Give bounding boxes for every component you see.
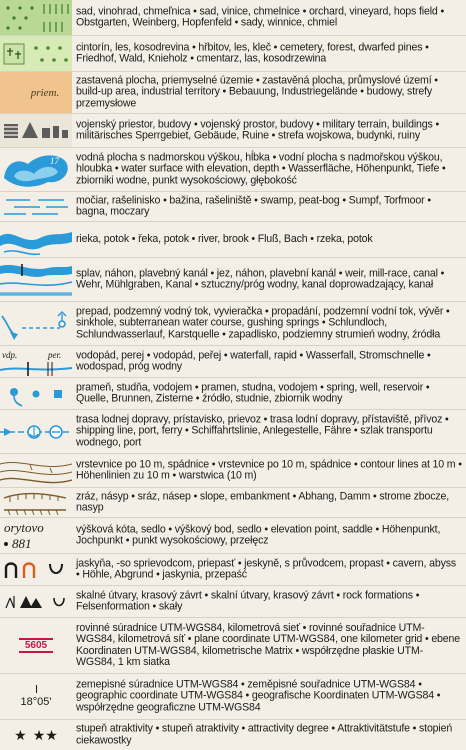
legend-row-swamp: [0, 192, 466, 222]
legend-text: zastavená plocha, priemyselné územie • zastavěná plocha, průmyslové území • build-up area, industrial territory • Bebauung, Industriegelände • budowy, strefy przemysłowe: [76, 74, 438, 110]
star-rating-icon: [0, 720, 72, 750]
legend-text: skalné útvary, krasový závrt • skalní útvary, krasový závrt • rock formations • Felsenformation • skały: [76, 588, 420, 613]
spring-well-icon: [0, 378, 72, 409]
contour-icon: [0, 454, 72, 487]
shipping-icon: [0, 410, 72, 453]
elevation-dot-icon: [4, 542, 8, 546]
embankment-icon: [0, 488, 72, 517]
star-icon: ★: [14, 726, 27, 743]
legend-row-embankment: [0, 488, 466, 518]
legend-text: sad, vinohrad, chmeľnica • sad, vinice, chmelnice • orchard, vineyard, hops field • Obstgarten, Weinberg, Hopfenfeld • sady, winnice, chmiel: [76, 4, 445, 29]
place-name: orytovo: [4, 519, 44, 535]
legend-text: zráz, násyp • sráz, násep • slope, embankment • Abhang, Damm • strome zbocze, nasyp: [76, 489, 450, 514]
legend-row-river: [0, 222, 466, 258]
elevation-point-icon: [0, 518, 72, 553]
legend-text: vojenský priestor, budovy • vojenský prostor, budovy • military terrain, buildings • militärisches Sperrgebiet, Gebäude, Ruine • strefa wojskowa, budynki, ruiny: [76, 117, 440, 142]
legend-row-canal: [0, 258, 466, 302]
legend-row-cemetery-forest: [0, 36, 466, 72]
lake-icon: [0, 148, 72, 191]
legend-text: vrstevnice po 10 m, spádnice • vrstevnice po 10 m, spádnice • contour lines at 10 m • Höhenlinien zu 10 m • warstwica (10 m): [76, 457, 462, 482]
legend-row-shipping: [0, 410, 466, 454]
military-buildings-icon: [0, 114, 72, 147]
legend-text: stupeň atraktivity • stupeň atraktivity • attractivity degree • Attraktivitätstufe • stopień ciekawostky: [76, 722, 453, 746]
legend-row-military: [0, 114, 466, 148]
legend-text: vodná plocha s nadmorskou výškou, hĺbka • vodní plocha s nadmořskou výškou, hloubka • water surface with elevation, depth • Wasserfläche, Höhenpunkt, Tiefe • zbiorniki wodne, punkt wysokościowy, głębokość: [76, 151, 446, 187]
legend-row-rock: [0, 586, 466, 618]
legend-text: rieka, potok • řeka, potok • river, brook • Fluß, Bach • rzeka, potok: [76, 232, 373, 245]
legend-text: splav, náhon, plavebný kanál • jez, náhon, plavební kanál • weir, mill-race, canal • Wehr, Mühlgraben, Kanal • sztuczny/próg wodny, kanal doprowadzający, kanał: [76, 266, 445, 291]
river-icon: [0, 222, 72, 257]
star-icon: ★★: [32, 726, 58, 743]
utm-grid-icon: [0, 618, 72, 673]
sinkhole-icon: [0, 302, 72, 345]
geo-coordinate-icon: [0, 674, 72, 719]
legend-row-utm: [0, 618, 466, 674]
vineyard-icon: [0, 0, 72, 35]
legend-row-cave: [0, 554, 466, 586]
legend-row-waterfall: [0, 346, 466, 378]
legend-text: trasa lodnej dopravy, prístavisko, prievoz • trasa lodní dopravy, přístaviště, přívoz • shipping line, port, ferry • Schiffahrtslinie, Anlegestelle, Fähre • szlak transportu wodnego, port: [76, 413, 449, 449]
legend-text: jaskyňa, -so sprievodcom, priepasť • jeskyně, s průvodcem, propast • cavern, abyss • Höhle, Abgrund • jaskynia, przepaść: [76, 556, 457, 581]
waterfall-icon: [0, 346, 72, 377]
legend-text: prameň, studňa, vodojem • pramen, studna, vodojem • spring, well, reservoir • Quelle, Brunnen, Zisterne • źródło, studnie, zbiornik wodny: [76, 380, 430, 405]
legend-text: prepad, podzemný vodný tok, vyvieračka • propadání, podzemní vodní tok, vývěr • sinkhole, subterranean water course, gushing springs • Schlundloch, Schlundwasserlauf, Karstquelle • zapadlisko, podziemny strumień wodny, źródła: [76, 305, 450, 341]
legend-row-vineyard: [0, 0, 466, 36]
coordinate-value: 18°05': [20, 696, 52, 708]
legend-row-water-surface: [0, 148, 466, 192]
legend-text: vodopád, perej • vodopád, peřej • waterfall, rapid • Wasserfall, Stromschnelle • wodospad, próg wodny: [76, 348, 431, 373]
cave-icon: [0, 554, 72, 585]
depth-label: 17: [50, 155, 59, 166]
legend-row-elevation: [0, 518, 466, 554]
tick-mark-icon: [36, 685, 37, 693]
legend-text: zemepisné súradnice UTM-WGS84 • zeměpisné souřadnice UTM-WGS84 • geographic coordinate UTM-WGS84 • geografische Koordinaten UTM-WGS84 • współrzędne geograficzne UTM-WGS84: [76, 678, 441, 714]
legend-row-stars: [0, 720, 466, 750]
elevation-value: 881: [12, 535, 32, 551]
legend-text: rovinné súradnice UTM-WGS84, kilometrová sieť • rovinné souřadnice UTM-WGS84, kilometrová síť • plane coordinate UTM-WGS84, one kilometer grid • ebene Koordinaten UTM-WGS84, kilometrische Matrix • współrzędne płaskie UTM-WGS84, 1 km siatka: [76, 621, 461, 669]
legend-row-geo: [0, 674, 466, 720]
legend-row-sinkhole: [0, 302, 466, 346]
built-up-area-icon: [0, 72, 72, 113]
rock-icon: [0, 586, 72, 617]
grid-value-label: 5605: [19, 638, 53, 653]
canal-icon: [0, 258, 72, 301]
legend-row-spring: [0, 378, 466, 410]
industrial-label: priem.: [30, 86, 60, 99]
rapid-label: per.: [48, 349, 62, 360]
legend-text: močiar, rašelinisko • bažina, rašeliniště • swamp, peat-bog • Sumpf, Torfmoor • bagna, moczary: [76, 193, 431, 218]
legend-row-contour: [0, 454, 466, 488]
cemetery-forest-icon: [0, 36, 72, 71]
legend-row-built-up-area: [0, 72, 466, 114]
waterfall-label: vdp.: [2, 349, 18, 360]
legend-text: cintorín, les, kosodrevina • hřbitov, les, kleč • cemetery, forest, dwarfed pines • Friedhof, Wald, Knieholz • cmentarz, las, kosodrzewina: [76, 40, 429, 65]
swamp-icon: [0, 192, 72, 221]
legend-text: výšková kóta, sedlo • výškový bod, sedlo • elevation point, saddle • Höhenpunkt, Jochpunkt • punkt wysokościowy, przełęcz: [76, 522, 441, 547]
